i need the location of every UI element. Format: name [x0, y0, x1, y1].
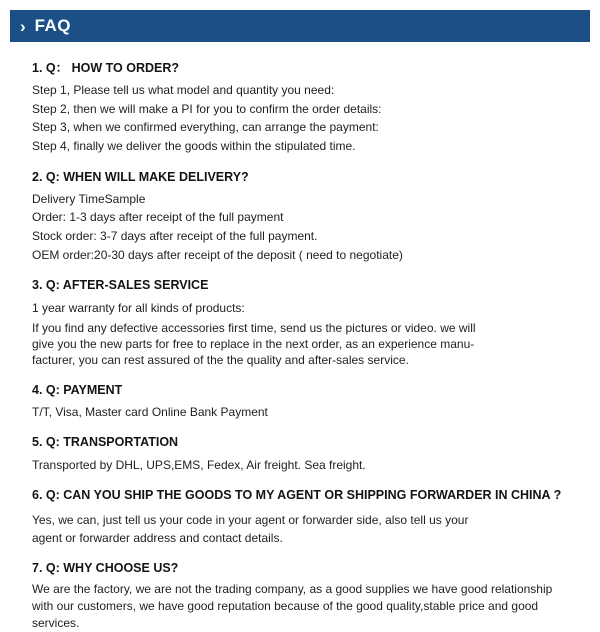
- faq-header-bar: [10, 10, 590, 42]
- faq-answer: [32, 403, 572, 422]
- faq-item-6: [32, 487, 572, 546]
- faq-answer-line: Step 1, Please tell us what model and quantity you need:: [32, 83, 335, 98]
- faq-answer-paragraph: [32, 321, 572, 368]
- faq-question: 3. Q: AFTER-SALES SERVICE: [32, 278, 209, 293]
- faq-page: [0, 10, 600, 630]
- faq-answer-line: Order: 1-3 days after receipt of the full payment: [32, 210, 284, 225]
- faq-answer-line: give you the new parts for free to replace in the next order, as an experience manu-: [32, 336, 475, 351]
- faq-content: [0, 42, 600, 632]
- faq-answer-line: Step 4, finally we deliver the goods within the stipulated time.: [32, 139, 356, 154]
- faq-item-7: [32, 560, 572, 632]
- faq-answer-line: Transported by DHL, UPS,EMS, Fedex, Air freight. Sea freight.: [32, 457, 366, 472]
- faq-answer-line: with our customers, we have good reputation because of the good quality,stable price and good: [32, 598, 539, 613]
- faq-answer-line: Step 2, then we will make a PI for you to confirm the order details:: [32, 101, 382, 116]
- faq-item-1: [32, 60, 572, 156]
- faq-question: 7. Q: WHY CHOOSE US?: [32, 560, 179, 575]
- faq-question: 5. Q: TRANSPORTATION: [32, 435, 179, 450]
- faq-answer: [32, 190, 572, 264]
- faq-answer-line: Delivery TimeSample: [32, 191, 146, 206]
- faq-question: 6. Q: CAN YOU SHIP THE GOODS TO MY AGENT OR SHIPPING FORWARDER IN CHINA ?: [32, 488, 562, 503]
- faq-answer: [32, 456, 572, 475]
- faq-question: 2. Q: WHEN WILL MAKE DELIVERY?: [32, 169, 249, 184]
- faq-answer-line: We are the factory, we are not the trading company, as a good supplies we have good relationship: [32, 581, 553, 596]
- faq-answer-line: Step 3, when we confirmed everything, can arrange the payment:: [32, 120, 379, 135]
- faq-answer-line: Stock order: 3-7 days after receipt of the full payment.: [32, 229, 318, 244]
- faq-answer-line: 1 year warranty for all kinds of products:: [32, 300, 245, 315]
- chevron-right-icon: ›: [20, 16, 26, 36]
- faq-answer-line: OEM order:20-30 days after receipt of the deposit ( need to negotiate): [32, 247, 403, 262]
- faq-answer-line: T/T, Visa, Master card Online Bank Payment: [32, 404, 268, 419]
- faq-answer-line: agent or forwarder address and contact details.: [32, 530, 283, 545]
- faq-item-4: [32, 382, 572, 422]
- faq-answer: [32, 299, 572, 318]
- faq-question: 1. Q： HOW TO ORDER?: [32, 61, 179, 75]
- faq-answer-line: services.: [32, 615, 80, 630]
- faq-item-2: [32, 169, 572, 265]
- faq-item-5: [32, 434, 572, 474]
- faq-answer: [32, 81, 572, 155]
- faq-answer-line: If you find any defective accessories first time, send us the pictures or video. we will: [32, 321, 476, 336]
- faq-item-3: [32, 277, 572, 368]
- faq-answer-paragraph: [32, 581, 572, 632]
- faq-answer-paragraph: [32, 511, 572, 547]
- page-title: FAQ: [34, 16, 71, 35]
- faq-answer-line: Yes, we can, just tell us your code in your agent or forwarder side, also tell us your: [32, 512, 469, 527]
- faq-answer-line: facturer, you can rest assured of the the quality and after-sales service.: [32, 352, 409, 367]
- faq-question: 4. Q: PAYMENT: [32, 382, 123, 397]
